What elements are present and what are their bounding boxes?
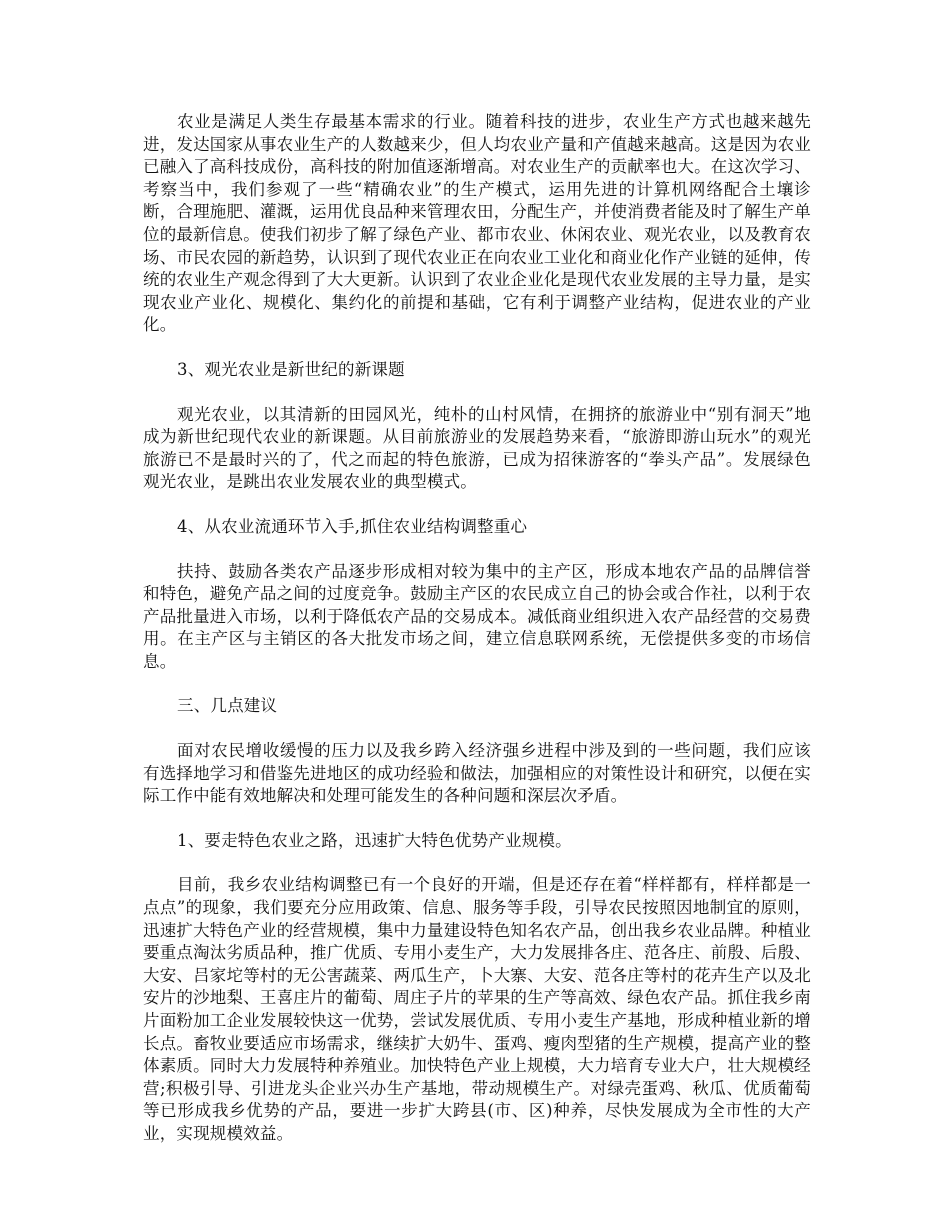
paragraph-gap (143, 539, 811, 561)
paragraph-circulation: 扶持、鼓励各类农产品逐步形成相对较为集中的主产区，形成本地农产品的品牌信誉和特色，避免产品之间的过度竞争。鼓励主产区的农民成立自己的协会或合作社，以利于农产品批量进入市场，以利于降低农产品的交易成本。减低商业组织进入农产品经营的交易费用。在主产区与主销区的各大批发市场之间，建立信息联网系统，无偿提供多变的市场信息。 (143, 561, 811, 671)
heading-circulation: 4、从农业流通环节入手,抓住农业结构调整重心 (177, 516, 528, 536)
paragraph-specialty-agriculture: 目前，我乡农业结构调整已有一个良好的开端，但是还存在着“样样都有，样样都是一点点”的现象，我们要充分应用政策、信息、服务等手段，引导农民按照因地制宜的原则，迅速扩大特色产业的经营规模，集中力量建设特色知名农产品，创出我乡农业品牌。种植业要重点淘汰劣质品种，推广优质、专用小麦生产，大力发展排各庄、范各庄、前殷、后殷、大安、吕家坨等村的无公害蔬菜、两瓜生产，卜大寨、大安、范各庄等村的花卉生产以及北安片的沙地梨、王喜庄片的葡萄、周庄子片的苹果的生产等高效、绿色农产品。抓住我乡南片面粉加工企业发展较快这一优势，尝试发展优质、专用小麦生产基地，形成种植业新的增长点。畜牧业要适应市场需求，继续扩大奶牛、蛋鸡、瘦肉型猪的生产规模，提高产业的整体素质。同时大力发展特种养殖业。加快特色产业上规模，大力培育专业大户，壮大规模经营;积极引导、引进龙头企业兴办生产基地，带动规模生产。对绿壳蛋鸡、秋瓜、优质葡萄等已形成我乡优势的产品，要进一步扩大跨县(市、区)种养，尽快发展成为全市性的大产业，实现规模效益。 (143, 875, 811, 1143)
paragraph-gap (143, 808, 811, 830)
paragraph-gap (143, 382, 811, 404)
paragraph-gap (143, 337, 811, 359)
paragraph-modern-agriculture: 农业是满足人类生存最基本需求的行业。随着科技的进步，农业生产方式也越来越先进，发达国家从事农业生产的人数越来少，但人均农业产量和产值越来越高。这是因为农业已融入了高科技成份，高科技的附加值逐渐增高。对农业生产的贡献率也大。在这次学习、考察当中，我们参观了一些“精确农业”的生产模式，运用先进的计算机网络配合土壤诊断，合理施肥、灌溉，运用优良品种来管理农田，分配生产，并使消费者能及时了解生产单位的最新信息。使我们初步了解了绿色产业、都市农业、休闲农业、观光农业，以及教育农场、市民农园的新趋势，认识到了现代农业正在向农业工业化和商业化作产业链的延伸，传统的农业生产观念得到了大大更新。认识到了农业企业化是现代农业发展的主导力量，是实现农业产业化、规模化、集约化的前提和基础，它有利于调整产业结构，促进农业的产业化。 (143, 112, 811, 335)
paragraph-gap (143, 718, 811, 740)
paragraph-gap (143, 494, 811, 516)
paragraph-suggestions-intro: 面对农民增收缓慢的压力以及我乡跨入经济强乡进程中涉及到的一些问题，我们应该有选择地学习和借鉴先进地区的成功经验和做法，加强相应的对策性设计和研究，以便在实际工作中能有效地解决和处理可能发生的各种问题和深层次矛盾。 (143, 741, 811, 806)
paragraph-sightseeing-agriculture: 观光农业，以其清新的田园风光，纯朴的山村风情，在拥挤的旅游业中“别有洞天”地成为新世纪现代农业的新课题。从目前旅游业的发展趋势来看，“旅游即游山玩水”的观光旅游已不是最时兴的了，代之而起的特色旅游，已成为招徕游客的“拳头产品”。发展绿色观光农业，是跳出农业发展农业的典型模式。 (143, 404, 811, 492)
paragraph-gap (143, 852, 811, 874)
heading-specialty-agriculture: 1、要走特色农业之路，迅速扩大特色优势产业规模。 (177, 830, 572, 850)
paragraph-gap (143, 673, 811, 695)
heading-sightseeing-agriculture: 3、观光农业是新世纪的新课题 (177, 359, 405, 379)
document-body (143, 111, 811, 1146)
heading-suggestions: 三、几点建议 (177, 696, 278, 716)
